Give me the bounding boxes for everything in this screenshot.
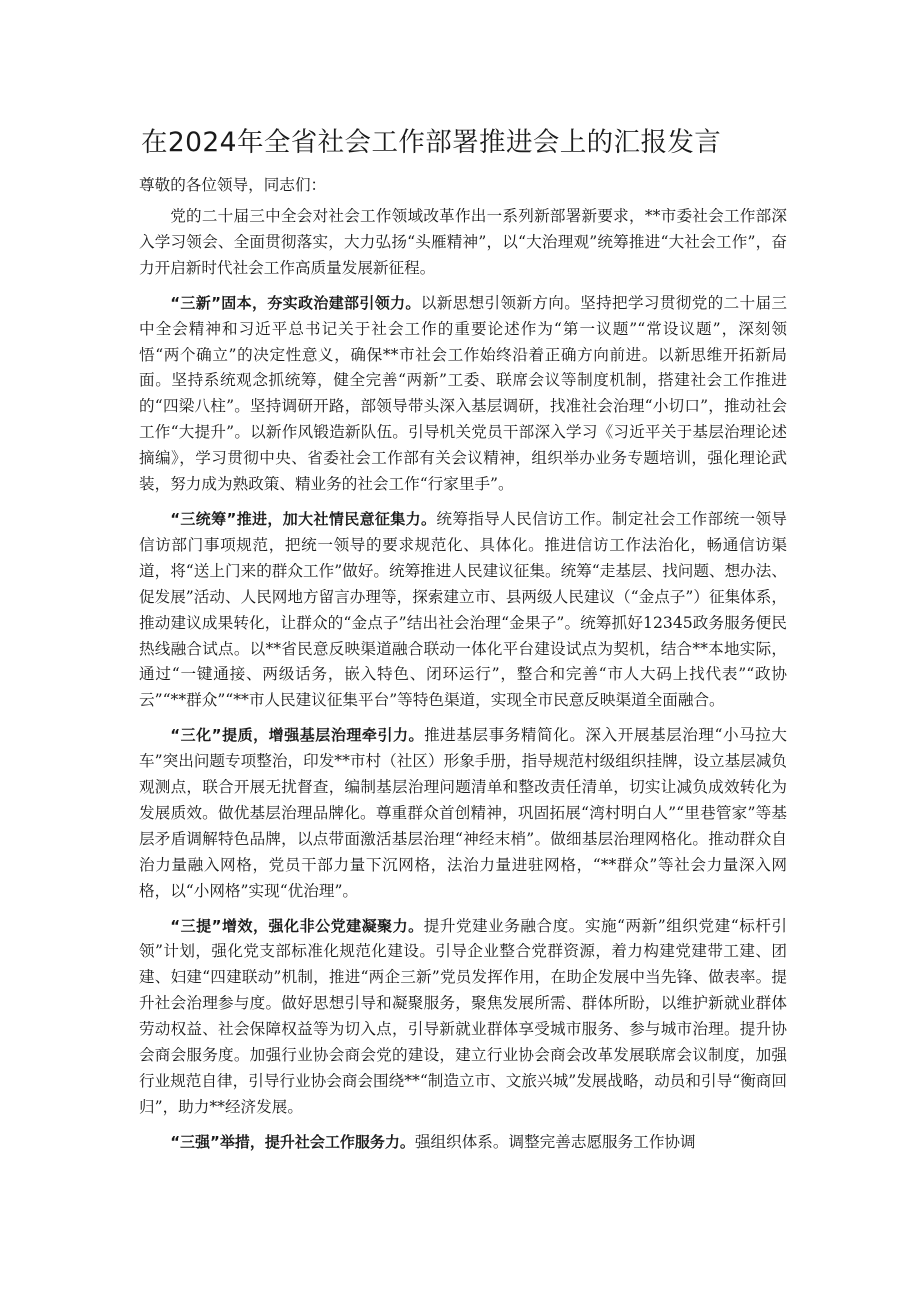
section-body: 统筹指导人民信访工作。制定社会工作部统一领导信访部门事项规范，把统一领导的要求规范化、具体化。推进信访工作法治化，畅通信访渠道，将“送上门来的群众工作”做好。统筹推进人民建议征集。统筹“走基层、找问题、想办法、促发展”活动、人民网地方留言办理等，探索建立市、县两级人民建议（“金点子”）征集体系，推动建议成果转化，让群众的“金点子”结出社会治理“金果子”。统筹抓好12345政务服务便民热线融合试点。以**省民意反映渠道融合联动一体化平台建设试点为契机，结合**本地实际，通过“一键通接、两级话务，嵌入特色、闭环运行”，整合和完善“市人大码上找代表”“政协云”“**群众”“**市人民建议征集平台”等特色渠道，实现全市民意反映渠道全面融合。 (139, 509, 787, 710)
section-lead: “三提”增效，强化非公党建凝聚力。 (170, 916, 424, 935)
section-paragraph (139, 291, 787, 498)
section-body: 推进基层事务精简化。深入开展基层治理“小马拉大车”突出问题专项整治，印发**市村（社区）形象手册，指导规范村级组织挂牌，设立基层减负观测点，联合开展无扰督查，编制基层治理问题清单和整改责任清单，切实让减负成效转化为发展质效。做优基层治理品牌化。尊重群众首创精神，巩固拓展“湾村明白人”“里巷管家”等基层矛盾调解特色品牌，以点带面激活基层治理“神经末梢”。做细基层治理网格化。推动群众自治力量融入网格，党员干部力量下沉网格，法治力量进驻网格，“**群众”等社会力量深入网格，以“小网格”实现“优治理”。 (139, 726, 788, 900)
section-body: 提升党建业务融合度。实施“两新”组织党建“标杆引领”计划，强化党支部标准化规范化建设。引导企业整合党群资源，着力构建党建带工建、团建、妇建“四建联动”机制，推进“两企三新”党员发挥作用，在助企发展中当先锋、做表率。提升社会治理参与度。做好思想引导和凝聚服务，聚焦发展所需、群体所盼，以维护新就业群体劳动权益、社会保障权益等为切入点，引导新就业群体享受城市服务、参与城市治理。提升协会商会服务度。加强行业协会商会党的建设，建立行业协会商会改革发展联席会议制度，加强行业规范自律，引导行业协会商会围绕**“制造立市、文旅兴城”发展战略，动员和引导“衡商回归”，助力**经济发展。 (139, 916, 788, 1116)
section-body: 以新思想引领新方向。坚持把学习贯彻党的二十届三中全会精神和习近平总书记关于社会工作的重要论述作为“第一议题”“常设议题”，深刻领悟“两个确立”的决定性意义，确保**市社会工作始终沿着正确方向前进。以新思维开拓新局面。坚持系统观念抓统筹，健全完善“两新”工委、联席会议等制度机制，搭建社会工作推进的“四梁八柱”。坚持调研开路，部领导带头深入基层调研，找准社会治理“小切口”，推动社会工作“大提升”。以新作风锻造新队伍。引导机关党员干部深入学习《习近平关于基层治理论述摘编》，学习贯彻中央、省委社会工作部有关会议精神，组织举办业务专题培训，强化理论武装，努力成为熟政策、精业务的社会工作“行家里手”。 (139, 293, 787, 494)
section-body: 强组织体系。调整完善志愿服务工作协调 (414, 1132, 696, 1151)
intro-paragraph: 党的二十届三中全会对社会工作领域改革作出一系列新部署新要求，**市委社会工作部深入学习领会、全面贯彻落实，大力弘扬“头雁精神”，以“大治理观”统筹推进“大社会工作”，奋力开启新时代社会工作高质量发展新征程。 (139, 207, 787, 277)
section-paragraph (139, 723, 787, 904)
document-page (139, 118, 787, 1165)
section-lead: “三统筹”推进，加大社情民意征集力。 (170, 509, 437, 528)
section-lead: “三新”固本，夯实政治建部引领力。 (170, 293, 421, 312)
section-paragraph (139, 1130, 787, 1156)
section-lead: “三强”举措，提升社会工作服务力。 (170, 1132, 415, 1151)
section-paragraph (139, 507, 787, 714)
section-paragraph (139, 914, 787, 1121)
salutation: 尊敬的各位领导，同志们： (139, 176, 327, 194)
document-title: 在2024年全省社会工作部署推进会上的汇报发言 (141, 127, 722, 158)
section-lead: “三化”提质，增强基层治理牵引力。 (170, 726, 425, 745)
